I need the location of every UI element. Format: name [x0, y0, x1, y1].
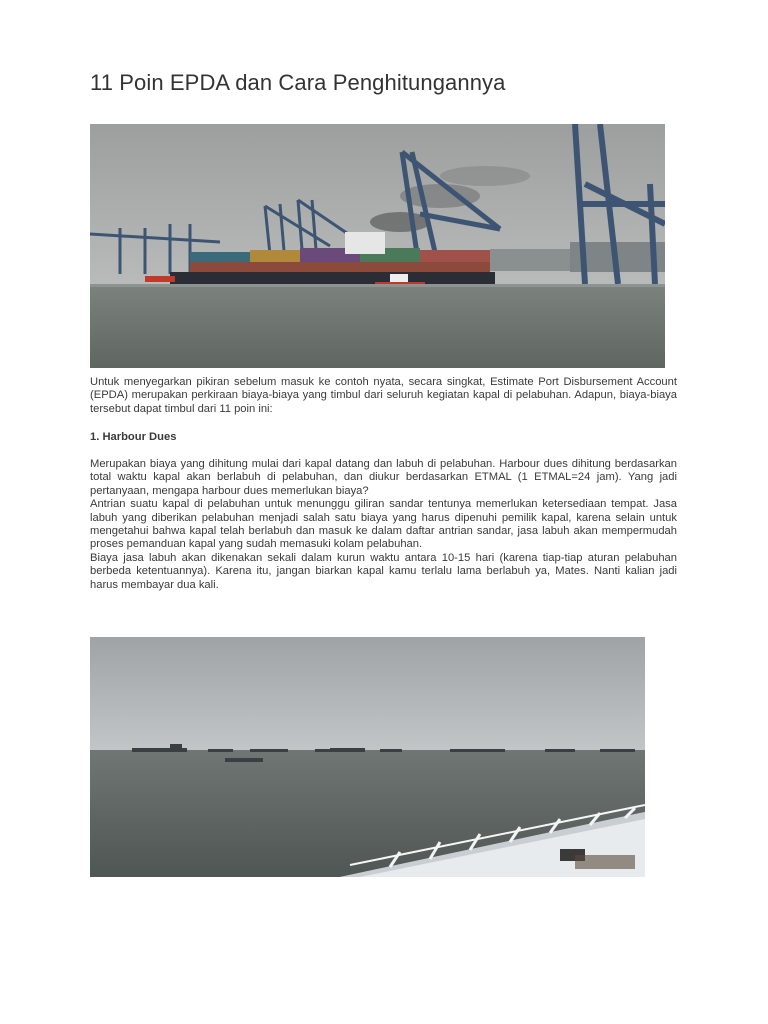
section-heading: 1. Harbour Dues	[90, 431, 177, 443]
article-title: 11 Poin EPDA dan Cara Penghitungannya	[90, 70, 506, 95]
port-image	[90, 124, 665, 368]
port-photo	[90, 124, 665, 368]
anchorage-photo	[90, 637, 645, 877]
intro-paragraph: Untuk menyegarkan pikiran sebelum masuk ke contoh nyata, secara singkat, Estimate Port Disbursement Account (EPDA) merupakan perkiraan biaya-biaya yang timbul dari seluruh kegiatan kapal di pelabuhan. Adapun, biaya-biaya tersebut dapat timbul dari 11 poin ini:	[90, 376, 677, 415]
paragraph: Merupakan biaya yang dihitung mulai dari kapal datang dan labuh di pelabuhan. Harbour dues dihitung berdasarkan total waktu kapal akan berlabuh di pelabuhan, dan diukur berdasarkan ETMAL (1 ETMAL=24 jam). Yang jadi pertanyaan, mengapa harbour dues memerlukan biaya?	[90, 458, 677, 497]
paragraph: Biaya jasa labuh akan dikenakan sekali dalam kurun waktu antara 10-15 hari (karena tiap-tiap aturan pelabuhan berbeda ketentuannya). Karena itu, jangan biarkan kapal kamu terlalu lama berlabuh ya, Mates. Nanti kalian jadi harus membayar dua kali.	[90, 551, 677, 591]
paragraph: Antrian suatu kapal di pelabuhan untuk menunggu giliran sandar tentunya memerlukan ketersediaan tempat. Jasa labuh yang diberikan pelabuhan menjadi salah satu biaya yang harus dipenuhi pemilik kapal, karena selain untuk mengetahui bahwa kapal telah berlabuh dan masuk ke dalam daftar antrian sandar, jasa labuh akan mempermudah proses pemanduan kapal yang sudah memasuki kolam pelabuhan.	[90, 498, 677, 551]
harbour-dues-body	[90, 458, 677, 592]
anchorage-image	[90, 637, 645, 877]
